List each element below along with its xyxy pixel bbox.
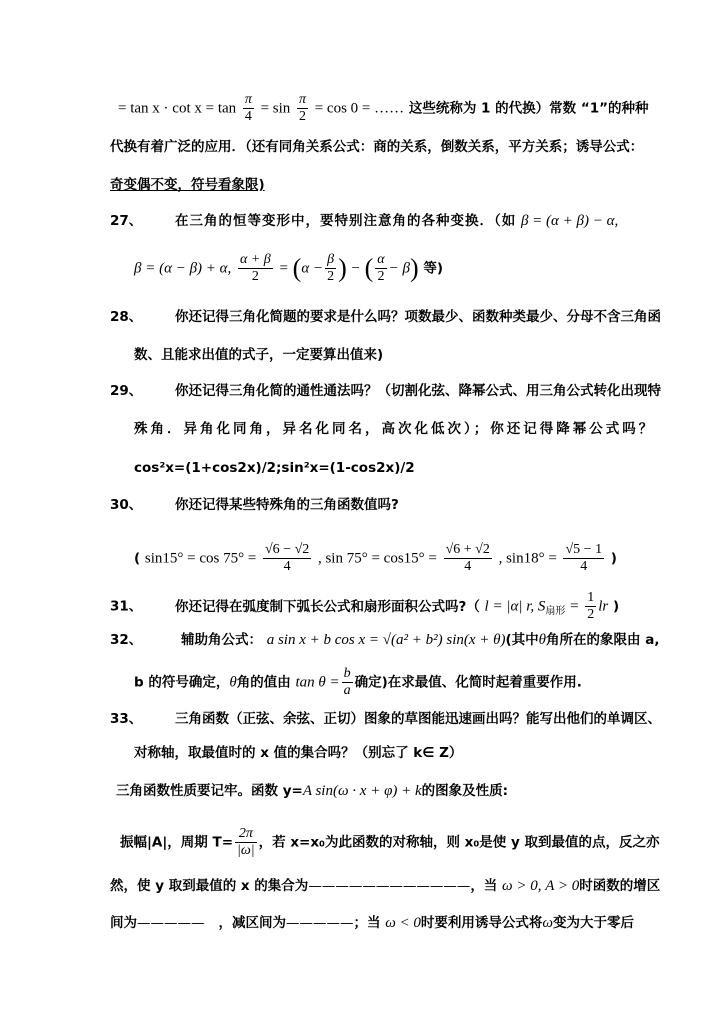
fraction xyxy=(325,252,336,285)
denominator: 2 xyxy=(251,269,259,284)
numerator: √6 + √2 xyxy=(445,542,490,557)
fraction xyxy=(375,252,386,285)
item-number: 30、 xyxy=(110,497,143,513)
denominator: 4 xyxy=(580,559,588,574)
text: 时要利用诱导公式将 xyxy=(420,915,543,931)
line-2: 代换有着广泛的应用．（还有同角关系公式：商的关系，倒数关系，平方关系；诱导公式： xyxy=(110,139,644,155)
item-33 xyxy=(110,709,661,729)
numerator: b xyxy=(343,666,351,681)
equals: = xyxy=(279,260,288,277)
text: 这些统称为 1 的代换）常数 “1”的种种 xyxy=(408,100,649,117)
formula: α − xyxy=(301,260,324,277)
formula: − β xyxy=(388,260,410,277)
text: 时函数的增区 xyxy=(579,878,661,894)
fraction xyxy=(585,590,596,623)
subscript: 扇形 xyxy=(545,606,566,618)
fraction xyxy=(235,826,257,859)
numerator: α + β xyxy=(240,252,271,267)
text: ，若 x=x₀为此函数的对称轴，则 x₀是使 y 取到最值的点，反之亦 xyxy=(258,834,660,851)
item-29 xyxy=(110,381,661,401)
label: 辅助角公式： xyxy=(181,632,262,648)
item-32-cont xyxy=(134,666,582,699)
denominator: 4 xyxy=(464,559,472,574)
formula: tan θ = xyxy=(295,674,340,691)
formula: lr xyxy=(598,598,609,615)
paren: ) xyxy=(612,598,620,615)
blank: ————— xyxy=(286,915,354,931)
numerator: 2π xyxy=(235,826,257,843)
text: b 的符号确定， xyxy=(134,674,230,691)
paren: ( xyxy=(364,253,374,283)
range-line xyxy=(110,876,660,896)
numerator: α xyxy=(377,252,385,267)
text: 你还记得三角化简的通性通法吗？（切割化弦、降幂公式、用三角公式转化出现特 xyxy=(175,383,661,399)
theta: θ xyxy=(229,674,237,691)
text: 间为 xyxy=(110,915,137,931)
fraction xyxy=(263,542,311,575)
item-number: 31、 xyxy=(110,598,143,615)
prop-line xyxy=(116,781,508,801)
formula: = sin xyxy=(260,100,291,117)
numerator: β xyxy=(325,252,336,269)
text: 角的值由 xyxy=(236,674,291,691)
line-3: 奇变偶不变，符号看象限) xyxy=(110,177,265,193)
omega: ω xyxy=(542,915,554,931)
item-29-formula: cos²x=(1+cos2x)/2;sin²x=(1-cos2x)/2 xyxy=(134,460,415,476)
item-27 xyxy=(110,211,618,231)
text: 的图象及性质: xyxy=(421,783,509,799)
item-27-formula xyxy=(134,252,443,285)
item-number: 27、 xyxy=(110,213,143,229)
text: 振幅|A|，周期 T= xyxy=(120,834,234,851)
text: 然，使 y 取到最值的 x 的集合为 xyxy=(110,878,309,894)
text: ；当 xyxy=(353,915,381,931)
paren: ( xyxy=(134,550,141,567)
text: 三角函数性质要记牢。函数 y= xyxy=(116,783,303,799)
item-31 xyxy=(110,590,619,623)
denominator: 2 xyxy=(377,269,385,284)
item-33-cont: 对称轴，取最值时的 x 值的集合吗？（别忘了 k∈ Z） xyxy=(134,745,463,761)
item-28-cont: 数、且能求出值的式子，一定要算出值来) xyxy=(134,347,384,363)
minus: − xyxy=(351,260,360,277)
formula: = cos 0 = …… xyxy=(314,100,405,117)
last-line xyxy=(110,913,634,933)
numerator: √5 − 1 xyxy=(565,542,603,557)
denominator: 4 xyxy=(244,109,252,124)
paren: ( xyxy=(292,253,302,283)
numerator: π xyxy=(244,92,252,107)
formula: l = |α| r, S xyxy=(484,598,546,615)
text: 在三角的恒等变形中，要特别注意角的各种变换．（如 xyxy=(175,213,517,229)
text: 你还记得三角化简题的要求是什么吗？项数最少、函数种类最少、分母不含三角函 xyxy=(175,309,661,325)
formula: β = (α − β) + α, xyxy=(134,260,232,277)
fraction xyxy=(297,92,308,125)
item-30-formula xyxy=(134,542,617,575)
formula: , sin 75° = cos15° = xyxy=(317,550,437,567)
item-number: 29、 xyxy=(110,383,143,399)
text: ，减区间为 xyxy=(218,915,286,931)
item-29-cont: 殊角．异角化同角，异名化同名，高次化低次）；你还记得降幂公式吗？ xyxy=(134,421,656,437)
denominator: 4 xyxy=(283,559,291,574)
paren: ) xyxy=(410,253,419,283)
denominator: 2 xyxy=(587,607,595,622)
item-number: 28、 xyxy=(110,309,143,325)
theta: θ xyxy=(538,632,547,648)
text: ，当 xyxy=(470,878,498,894)
formula: A sin(ω · x + φ) + k xyxy=(302,783,422,799)
item-number: 32、 xyxy=(110,632,143,648)
paren: ) xyxy=(610,550,617,567)
numerator: 1 xyxy=(587,590,595,605)
text: 角所在的象限由 a, xyxy=(546,632,660,648)
fraction xyxy=(563,542,604,575)
blank: ————— xyxy=(137,915,205,931)
formula: β = (α + β) − α, xyxy=(520,213,619,229)
text: 变为大于零后 xyxy=(553,915,635,931)
text: 三角函数（正弦、余弦、正切）图象的草图能迅速画出吗？能写出他们的单调区、 xyxy=(175,711,661,727)
formula: sin15° = cos 75° = xyxy=(144,550,257,567)
text: 你还记得在弧度制下弧长公式和扇形面积公式吗?（ xyxy=(175,598,480,615)
equals: = xyxy=(570,598,579,615)
numerator: √6 − √2 xyxy=(265,542,310,557)
formula: a sin x + b cos x = √(a² + b²) sin(x + θ) xyxy=(266,632,506,648)
denominator: a xyxy=(343,683,351,698)
fraction xyxy=(342,666,353,699)
denominator: |ω| xyxy=(237,843,255,858)
paren: ) xyxy=(338,253,347,283)
text: 等) xyxy=(423,260,444,277)
fraction xyxy=(444,542,492,575)
item-number: 33、 xyxy=(110,711,143,727)
numerator: π xyxy=(298,92,306,107)
item-28 xyxy=(110,307,661,327)
fraction xyxy=(243,92,254,125)
item-32 xyxy=(110,630,660,650)
text: 你还记得某些特殊角的三角函数值吗? xyxy=(175,497,399,513)
fraction xyxy=(238,252,273,285)
text: 确定)在求最值、化简时起着重要作用. xyxy=(354,674,582,691)
denominator: 2 xyxy=(298,109,306,124)
item-30 xyxy=(110,495,399,515)
line-1 xyxy=(118,92,648,125)
formula: , sin18° = xyxy=(498,550,557,567)
denominator: 2 xyxy=(327,269,335,284)
formula: ω > 0, A > 0 xyxy=(502,878,580,894)
formula: ω < 0 xyxy=(385,915,421,931)
text: (其中 xyxy=(505,632,539,648)
amp-line xyxy=(120,826,660,859)
formula: = tan x · cot x = tan xyxy=(118,100,237,117)
blank: ———————————— xyxy=(308,878,471,894)
